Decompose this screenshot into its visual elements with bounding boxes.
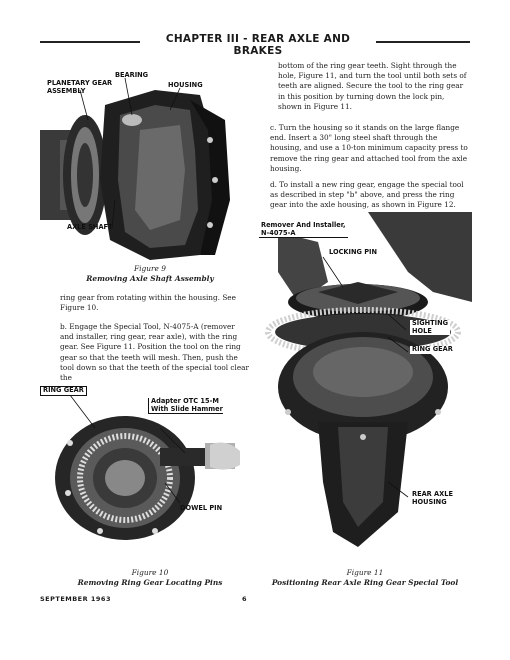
page-number: 6 — [242, 595, 248, 603]
figure-11-number: Figure 11 — [346, 568, 384, 577]
axle-shaft-label: AXLE SHAFT — [67, 223, 113, 231]
rear-axle-housing-label: REAR AXLE HOUSING — [412, 490, 453, 506]
right-paragraph-1: bottom of the ring gear teeth. Sight through the hole, Figure 11, and turn the tool until both sets of teeth are aligned. Secure the tool to the ring gear in this position by turning down the lock pin, shown in Figure 11. — [278, 61, 467, 111]
header-rule-left — [40, 41, 140, 43]
right-paragraph-d: d. To install a new ring gear, engage the special tool as described in step "b" above, and press the ring gear into the axle housing, as shown in Figure 12. — [270, 180, 464, 210]
figure-9-caption: Removing Axle Shaft Assembly — [86, 274, 214, 283]
header-rule-right — [376, 41, 470, 43]
tool-label: Remover And Installer, N-4075-A — [261, 221, 346, 237]
planetary-gear-label: PLANETARY GEAR ASSEMBLY — [47, 79, 113, 95]
fig11-ring-gear-label: RING GEAR — [412, 345, 453, 353]
left-paragraph-b: b. Engage the Special Tool, N-4075-A (remover and installer, ring gear, rear axle), with the ring gear. See Figure 11. Position the tool on the ring gear so that the teeth will mesh. Then, push the tool down so that the teeth of the special tool clear the — [60, 322, 249, 383]
fig10-ring-gear-label: RING GEAR — [40, 386, 87, 396]
left-paragraph-1: ring gear from rotating within the housing. See Figure 10. — [60, 293, 236, 313]
chapter-title: CHAPTER III - REAR AXLE AND BRAKES — [165, 33, 351, 57]
dowel-pin-label: DOWEL PIN — [180, 504, 223, 512]
figure-10-caption: Removing Ring Gear Locating Pins — [77, 578, 223, 587]
figure-11-caption: Positioning Rear Axle Ring Gear Special Tool — [271, 578, 459, 587]
footer-date: SEPTEMBER 1963 — [40, 595, 111, 603]
right-paragraph-c: c. Turn the housing so it stands on the large flange end. Insert a 30" long steel shaft through the housing, and use a 10-ton minimum capacity press to remove the ring gear and attached tool from the axle housing. — [270, 123, 468, 173]
sighting-hole-label: SIGHTING HOLE — [412, 319, 449, 335]
bearing-label: BEARING — [115, 71, 149, 79]
housing-label: HOUSING — [168, 81, 203, 89]
figure-9-number: Figure 9 — [134, 264, 166, 273]
adapter-label: Adapter OTC 15-M With Slide Hammer — [148, 398, 223, 414]
locking-pin-label: LOCKING PIN — [329, 248, 378, 256]
figure-10-number: Figure 10 — [131, 568, 169, 577]
